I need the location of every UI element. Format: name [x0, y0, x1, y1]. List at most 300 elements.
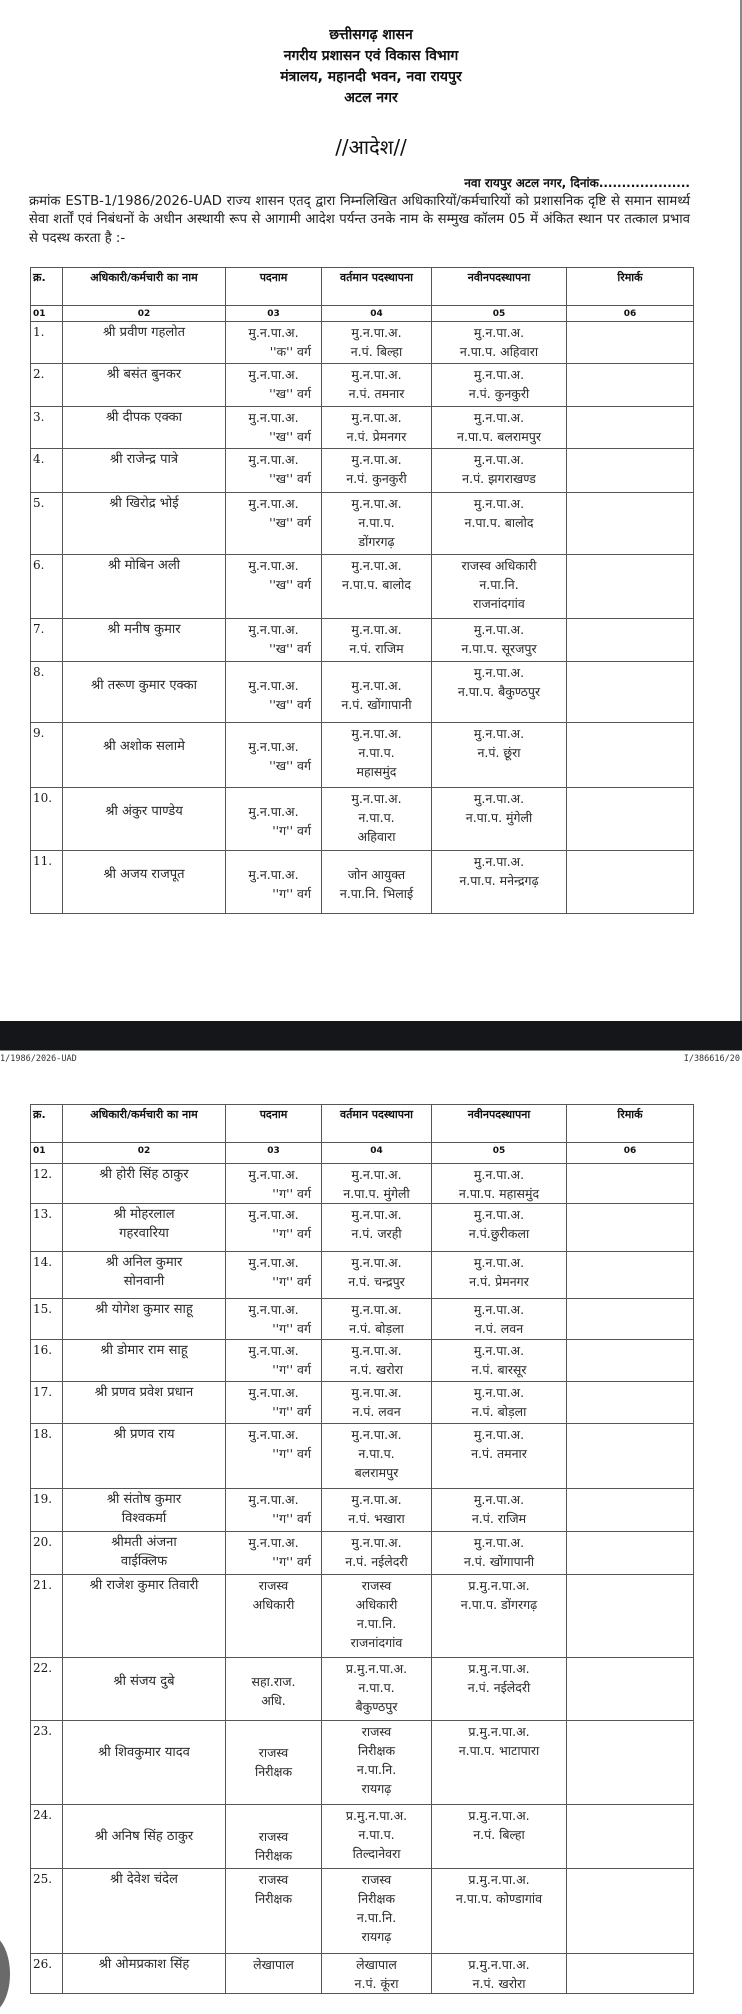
new-posting [432, 1575, 567, 1658]
table-header-row [31, 1105, 694, 1143]
col-number: 06 [567, 1143, 694, 1164]
new-posting [432, 1204, 567, 1252]
designation [226, 555, 322, 619]
designation [226, 364, 322, 407]
current-posting-line: मु.न.पा.अ. [351, 622, 402, 637]
officer-name-line: विश्वकर्मा [121, 1511, 167, 1526]
officer-name [63, 662, 226, 723]
current-posting [322, 1204, 432, 1252]
designation [226, 1252, 322, 1299]
new-posting [432, 1532, 567, 1575]
new-posting-line: मु.न.पा.अ. [473, 665, 525, 680]
current-posting-line: न.पं. कुनकुरी [346, 471, 407, 486]
designation [226, 449, 322, 493]
serial-number: 18. [31, 1424, 63, 1489]
current-posting-line: निरीक्षक [357, 1743, 396, 1758]
designation-line: ''ग'' वर्ग [272, 823, 311, 838]
col-number: 01 [31, 1143, 63, 1164]
current-posting-line: न.पा.प. [358, 745, 395, 760]
officer-name-line: श्री अनिल कुमार [105, 1255, 183, 1270]
designation-line: ''ख'' वर्ग [269, 697, 311, 712]
current-posting-line: न.पा.प. बालोद [342, 577, 411, 592]
designation-line: मु.न.पा.अ. [248, 739, 299, 754]
designation-line: ''ग'' वर्ग [272, 1274, 311, 1289]
current-posting [322, 1532, 432, 1575]
remark [567, 1532, 694, 1575]
new-posting-line: मु.न.पा.अ. [473, 1207, 525, 1222]
officer-name [63, 493, 226, 555]
new-posting-line: प्र.मु.न.पा.अ. [468, 1661, 530, 1676]
new-posting-line: न.पा.प. मुंगेली [465, 810, 533, 825]
designation-line: ''ग'' वर्ग [272, 1362, 311, 1377]
current-posting-line: अहिवारा [357, 829, 396, 844]
current-posting-line: न.पं. राजिम [349, 641, 404, 656]
new-posting-line: न.पा.प. कोण्डागांव [455, 1891, 543, 1906]
current-posting-line: न.पं. खोंगापानी [341, 697, 412, 712]
designation [226, 1532, 322, 1575]
table-row [31, 1164, 694, 1204]
col-header-remark: रिमार्क [567, 268, 694, 306]
new-posting-line: राजस्व अधिकारी [461, 558, 537, 573]
serial-number: 26. [31, 1954, 63, 1994]
officer-name [63, 1382, 226, 1424]
designation-line: मु.न.पा.अ. [248, 496, 299, 511]
designation-line: मु.न.पा.अ. [248, 867, 299, 882]
remark [567, 1489, 694, 1532]
designation-line: ''ग'' वर्ग [272, 1511, 311, 1526]
col-header-remark: रिमार्क [567, 1105, 694, 1143]
new-posting-line: मु.न.पा.अ. [473, 325, 525, 340]
new-posting [432, 1489, 567, 1532]
col-header-current-posting: वर्तमान पदस्थापना [322, 1105, 432, 1143]
remark [567, 1424, 694, 1489]
current-posting-line: न.पं. तमनार [348, 386, 405, 401]
designation [226, 1299, 322, 1340]
officer-name [63, 1340, 226, 1382]
current-posting [322, 1424, 432, 1489]
officer-name-line: श्री देवेश चंदेल [110, 1872, 178, 1887]
column-number-row [31, 1143, 694, 1164]
current-posting-line: मु.न.पा.अ. [351, 410, 402, 425]
col-header-post: पदनाम [226, 1105, 322, 1143]
officer-name [63, 1532, 226, 1575]
designation-line: राजस्व [258, 1872, 289, 1887]
table-row [31, 1382, 694, 1424]
table-row [31, 493, 694, 555]
designation-line: राजस्व [258, 1578, 289, 1593]
designation-line: अधि. [261, 1693, 286, 1708]
col-number: 05 [432, 306, 567, 322]
new-posting-line: न.पं. छूंरा [477, 745, 521, 760]
designation-line: निरीक्षक [254, 1848, 293, 1863]
current-posting-line: मु.न.पा.अ. [351, 1255, 402, 1270]
remark [567, 1299, 694, 1340]
new-posting-line: न.पं. खोंगापानी [463, 1554, 535, 1569]
new-posting-line: न.पा.प. बालोद [464, 515, 534, 530]
officer-name [63, 1299, 226, 1340]
table-row [31, 1658, 694, 1721]
serial-number: 12. [31, 1164, 63, 1204]
designation-line: मु.न.पा.अ. [248, 1535, 299, 1550]
remark [567, 364, 694, 407]
serial-number: 15. [31, 1299, 63, 1340]
new-posting-line: न.पा.प. भाटापारा [458, 1743, 540, 1758]
designation-line: निरीक्षक [254, 1764, 293, 1779]
current-posting-line: न.पं. बोड़ला [349, 1321, 404, 1336]
designation [226, 1575, 322, 1658]
officer-name [63, 1869, 226, 1954]
new-posting [432, 555, 567, 619]
designation [226, 1721, 322, 1805]
col-header-new-posting: नवीनपदस्थापना [432, 1105, 567, 1143]
officer-name [63, 1721, 226, 1805]
current-posting [322, 1954, 432, 1994]
current-posting [322, 322, 432, 364]
current-posting-line: मु.न.पा.अ. [351, 791, 402, 806]
current-posting [322, 851, 432, 914]
designation-line: मु.न.पा.अ. [248, 325, 299, 340]
col-number: 01 [31, 306, 63, 322]
new-posting-line: मु.न.पा.अ. [473, 1492, 525, 1507]
page-2-ref-left: 1/1986/2026-UAD [0, 1054, 77, 1064]
new-posting [432, 407, 567, 449]
officer-name [63, 619, 226, 662]
new-posting-line: न.पं. प्रेमनगर [469, 1274, 529, 1289]
new-posting [432, 662, 567, 723]
current-posting-line: तिल्दानेवरा [352, 1846, 401, 1861]
current-posting-line: न.पा.प. [358, 515, 395, 530]
current-posting-line: जोन आयुक्त [347, 867, 406, 882]
current-posting-line: न.पा.नि. [356, 1910, 397, 1925]
designation [226, 1340, 322, 1382]
current-posting-line: न.पा.प. मुंगेली [343, 1186, 410, 1201]
officer-name [63, 1489, 226, 1532]
new-posting-line: राजनांदगांव [473, 596, 525, 611]
current-posting [322, 662, 432, 723]
new-posting [432, 723, 567, 788]
serial-number: 10. [31, 788, 63, 851]
new-posting-line: न.पं. लवन [474, 1321, 524, 1336]
remark [567, 1204, 694, 1252]
designation-line: ''ग'' वर्ग [272, 1404, 311, 1419]
new-posting-line: न.पा.प. बलरामपुर [457, 429, 541, 444]
col-number: 06 [567, 306, 694, 322]
designation-line: मु.न.पा.अ. [248, 804, 299, 819]
remark [567, 1805, 694, 1869]
officer-name-line: श्रीमती अंजना [111, 1535, 177, 1550]
officer-name [63, 1164, 226, 1204]
page-separator-band [0, 1021, 742, 1051]
remark [567, 1252, 694, 1299]
new-posting [432, 364, 567, 407]
current-posting [322, 1252, 432, 1299]
table-row [31, 1204, 694, 1252]
col-header-post: पदनाम [226, 268, 322, 306]
current-posting [322, 1805, 432, 1869]
table-row [31, 1532, 694, 1575]
current-posting-line: मु.न.पा.अ. [351, 452, 402, 467]
serial-number: 23. [31, 1721, 63, 1805]
table-row [31, 1805, 694, 1869]
current-posting-line: मु.न.पा.अ. [351, 367, 402, 382]
current-posting-line: न.पं. बिल्हा [350, 344, 403, 359]
new-posting-line: न.पा.प. महासमुंद [458, 1186, 540, 1201]
designation-line: मु.न.पा.अ. [248, 622, 299, 637]
new-posting [432, 322, 567, 364]
designation-line: ''ख'' वर्ग [269, 758, 311, 773]
new-posting [432, 1721, 567, 1805]
table-row [31, 1252, 694, 1299]
new-posting-line: न.पं. बिल्हा [473, 1827, 525, 1842]
officer-name-line: श्री तरूण कुमार एक्का [91, 678, 197, 693]
table-row [31, 322, 694, 364]
serial-number: 11. [31, 851, 63, 914]
remark [567, 662, 694, 723]
current-posting-line: प्र.मु.न.पा.अ. [345, 1808, 408, 1823]
designation-line: मु.न.पा.अ. [248, 1343, 299, 1358]
current-posting [322, 493, 432, 555]
col-number: 02 [63, 306, 226, 322]
remark [567, 619, 694, 662]
new-posting [432, 1805, 567, 1869]
table-row [31, 1954, 694, 1994]
remark [567, 407, 694, 449]
officer-name-line: श्री योगेश कुमार साहू [95, 1302, 193, 1317]
posting-table-page-1 [30, 267, 694, 914]
officer-name [63, 788, 226, 851]
new-posting-line: मु.न.पा.अ. [473, 410, 525, 425]
new-posting-line: न.पं. राजिम [471, 1511, 527, 1526]
designation-line: मु.न.पा.अ. [248, 678, 299, 693]
officer-name [63, 1424, 226, 1489]
designation-line: ''ख'' वर्ग [269, 471, 311, 486]
designation-line: ''ग'' वर्ग [272, 1554, 311, 1569]
designation-line: ''ग'' वर्ग [272, 1226, 311, 1241]
table-row [31, 1721, 694, 1805]
officer-name [63, 1575, 226, 1658]
new-posting-line: न.पा.प. सूरजपुर [461, 641, 537, 656]
officer-name [63, 449, 226, 493]
current-posting-line: मु.न.पा.अ. [351, 1535, 402, 1550]
officer-name-line: श्री अशोक सलामे [103, 739, 185, 754]
current-posting-line: न.पा.प. [358, 1827, 395, 1842]
designation-line: मु.न.पा.अ. [248, 452, 299, 467]
officer-name [63, 555, 226, 619]
serial-number: 24. [31, 1805, 63, 1869]
current-posting-line: मु.न.पा.अ. [351, 1207, 402, 1222]
new-posting-line: मु.न.पा.अ. [473, 1535, 525, 1550]
new-posting [432, 1164, 567, 1204]
current-posting-line: न.पं. खरोरा [350, 1362, 403, 1377]
officer-name-line: श्री राजेश कुमार तिवारी [89, 1578, 199, 1593]
page-2-ref-right: I/386616/20 [683, 1054, 740, 1064]
officer-name-line: श्री ओमप्रकाश सिंह [98, 1957, 190, 1972]
new-posting-line: न.पं. झगराखण्ड [462, 471, 536, 486]
new-posting-line: न.पा.प. अहिवारा [459, 344, 539, 359]
remark [567, 1869, 694, 1954]
new-posting-line: प्र.मु.न.पा.अ. [468, 1808, 530, 1823]
new-posting-line: मु.न.पा.अ. [473, 1385, 525, 1400]
designation-line: मु.न.पा.अ. [248, 367, 299, 382]
current-posting-line: निरीक्षक [357, 1891, 396, 1906]
current-posting-line: मु.न.पा.अ. [351, 558, 402, 573]
serial-number: 5. [31, 493, 63, 555]
table-row [31, 1424, 694, 1489]
table-row [31, 449, 694, 493]
current-posting [322, 1575, 432, 1658]
current-posting-line: मु.न.पा.अ. [351, 325, 402, 340]
designation-line: ''ख'' वर्ग [269, 641, 311, 656]
designation [226, 1869, 322, 1954]
officer-name-line: श्री होरी सिंह ठाकुर [99, 1167, 189, 1182]
current-posting-line: रायगढ़ [361, 1929, 392, 1944]
current-posting-line: महासमुंद [356, 764, 397, 779]
current-posting-line: लेखापाल [356, 1957, 397, 1972]
current-posting [322, 1721, 432, 1805]
new-posting [432, 1299, 567, 1340]
current-posting-line: न.पं. जरही [351, 1226, 402, 1241]
officer-name-line: श्री शिवकुमार यादव [98, 1745, 190, 1760]
new-posting-line: न.पं. खरोरा [472, 1976, 526, 1991]
table-header-row [31, 268, 694, 306]
current-posting [322, 1299, 432, 1340]
current-posting-line: मु.न.पा.अ. [351, 1167, 402, 1182]
current-posting-line: राजस्व [361, 1872, 392, 1887]
new-posting-line: न.पा.प. डोंगरगढ़ [460, 1597, 538, 1612]
designation-line: मु.न.पा.अ. [248, 1255, 299, 1270]
current-posting-line: मु.न.पा.अ. [351, 726, 402, 741]
new-posting [432, 1658, 567, 1721]
new-posting-line: मु.न.पा.अ. [473, 1427, 525, 1442]
col-header-current-posting: वर्तमान पदस्थापना [322, 268, 432, 306]
serial-number: 21. [31, 1575, 63, 1658]
new-posting-line: प्र.मु.न.पा.अ. [468, 1957, 530, 1972]
officer-name [63, 407, 226, 449]
new-posting-line: मु.न.पा.अ. [473, 452, 525, 467]
officer-name-line: श्री राजेन्द्र पात्रे [109, 452, 178, 467]
serial-number: 2. [31, 364, 63, 407]
table-row [31, 407, 694, 449]
serial-number: 20. [31, 1532, 63, 1575]
designation-line: मु.न.पा.अ. [248, 1167, 299, 1182]
designation-line: ''क'' वर्ग [269, 344, 311, 359]
officer-name-line: वाईक्लिफ [120, 1554, 168, 1569]
current-posting [322, 788, 432, 851]
designation-line: ''ग'' वर्ग [272, 1321, 311, 1336]
officer-name-line: श्री अंकुर पाण्डेय [105, 804, 183, 819]
new-posting [432, 619, 567, 662]
table-row [31, 364, 694, 407]
current-posting [322, 1164, 432, 1204]
new-posting [432, 788, 567, 851]
serial-number: 17. [31, 1382, 63, 1424]
designation-line: मु.न.पा.अ. [248, 558, 299, 573]
designation [226, 1805, 322, 1869]
officer-name-line: श्री संजय दुबे [113, 1674, 175, 1689]
date-line: नवा रायपुर अटल नगर, दिनांक.................... [464, 176, 690, 190]
table-row [31, 1340, 694, 1382]
designation-line: ''ग'' वर्ग [272, 1446, 311, 1461]
current-posting [322, 723, 432, 788]
serial-number: 25. [31, 1869, 63, 1954]
new-posting-line: प्र.मु.न.पा.अ. [468, 1724, 530, 1739]
officer-name [63, 1204, 226, 1252]
current-posting-line: न.पा.नि. भिलाई [339, 886, 414, 901]
posting-table-page-2 [30, 1104, 694, 1994]
current-posting [322, 449, 432, 493]
officer-name-line: गहरवारिया [119, 1226, 169, 1241]
current-posting-line: राजस्व [361, 1724, 392, 1739]
table-row [31, 662, 694, 723]
remark [567, 788, 694, 851]
serial-number: 6. [31, 555, 63, 619]
officer-name-line: श्री खिरोद्र भोई [109, 496, 179, 511]
new-posting [432, 1252, 567, 1299]
designation-line: मु.न.पा.अ. [248, 410, 299, 425]
current-posting-line: न.पा.नि. [356, 1616, 397, 1631]
new-posting-line: प्र.मु.न.पा.अ. [468, 1578, 530, 1593]
designation [226, 493, 322, 555]
designation-line: ''ग'' वर्ग [272, 1186, 311, 1201]
designation [226, 1489, 322, 1532]
remark [567, 1382, 694, 1424]
new-posting-line: न.पा.प. मनेन्द्रगढ़ [459, 873, 539, 888]
col-header-sn: क्र. [31, 268, 63, 306]
remark [567, 1164, 694, 1204]
col-number: 04 [322, 306, 432, 322]
col-number: 02 [63, 1143, 226, 1164]
officer-name-line: श्री दीपक एक्का [105, 410, 183, 425]
new-posting-line: मु.न.पा.अ. [473, 1302, 525, 1317]
current-posting-line: न.पा.प. [358, 1446, 395, 1461]
table-row [31, 555, 694, 619]
new-posting [432, 1340, 567, 1382]
table-row [31, 1489, 694, 1532]
designation-line: सहा.राज. [251, 1674, 296, 1689]
new-posting-line: मु.न.पा.अ. [473, 1343, 525, 1358]
letterhead-line-address: मंत्रालय, महानदी भवन, नवा रायपुर [280, 69, 462, 85]
col-header-name: अधिकारी/कर्मचारी का नाम [63, 268, 226, 306]
current-posting-line: अधिकारी [355, 1597, 398, 1612]
current-posting-line: मु.न.पा.अ. [351, 496, 402, 511]
remark [567, 1954, 694, 1994]
col-number: 04 [322, 1143, 432, 1164]
new-posting-line: मु.न.पा.अ. [473, 367, 525, 382]
designation-line: ''ख'' वर्ग [269, 515, 311, 530]
table-row [31, 1575, 694, 1658]
officer-name [63, 723, 226, 788]
new-posting-line: न.पं. बोड़ला [471, 1404, 527, 1419]
remark [567, 1575, 694, 1658]
order-title: //आदेश// [335, 135, 407, 159]
designation-line: लेखापाल [253, 1957, 294, 1972]
table-row [31, 788, 694, 851]
current-posting-line: न.पा.प. [358, 1680, 395, 1695]
new-posting-line: मु.न.पा.अ. [473, 622, 525, 637]
floating-handle[interactable] [0, 1934, 10, 2014]
designation-line: राजस्व [258, 1829, 289, 1844]
col-header-sn: क्र. [31, 1105, 63, 1143]
designation [226, 407, 322, 449]
designation-line: ''ख'' वर्ग [269, 429, 311, 444]
serial-number: 1. [31, 322, 63, 364]
letterhead [0, 25, 742, 109]
current-posting [322, 1658, 432, 1721]
new-posting-line: मु.न.पा.अ. [473, 1255, 525, 1270]
designation-line: ''ख'' वर्ग [269, 386, 311, 401]
remark [567, 851, 694, 914]
designation [226, 851, 322, 914]
